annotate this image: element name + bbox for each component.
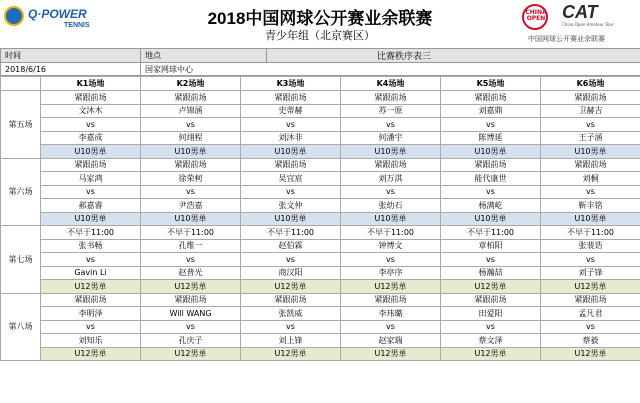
vs-cell: vs [41, 118, 141, 132]
table-row [1, 145, 640, 159]
table-row [1, 199, 640, 213]
event-cell: U10男单 [441, 212, 541, 226]
session-label: 第八场 [1, 293, 41, 361]
match-start-cell: 不早于11:00 [541, 226, 640, 240]
vs-cell: vs [41, 185, 141, 199]
event-cell: U12男单 [341, 280, 441, 294]
player-a-cell: 刘桐 [541, 172, 640, 186]
event-cell: U12男单 [41, 280, 141, 294]
match-start-cell: 紧跟前场 [441, 91, 541, 105]
table-row [1, 320, 640, 334]
player-a-cell: 张裴诰 [541, 239, 640, 253]
vs-cell: vs [541, 253, 640, 267]
player-b-cell: 尹浩嘉 [141, 199, 241, 213]
player-b-cell: 何潘宇 [341, 131, 441, 145]
player-a-cell: Will WANG [141, 307, 241, 321]
match-start-cell: 不早于11:00 [141, 226, 241, 240]
player-a-cell: 李明泽 [41, 307, 141, 321]
event-cell: U12男单 [541, 280, 640, 294]
court-header-row [1, 77, 640, 91]
player-a-cell: 徐荣柯 [141, 172, 241, 186]
table-row [1, 293, 640, 307]
player-a-cell: 苏一原 [341, 104, 441, 118]
vs-cell: vs [241, 185, 341, 199]
player-b-cell: 刘沐非 [241, 131, 341, 145]
table-row [1, 226, 640, 240]
player-a-cell: 孔维一 [141, 239, 241, 253]
match-start-cell: 紧跟前场 [241, 293, 341, 307]
event-cell: U12男单 [141, 347, 241, 361]
player-a-cell: 卢锦涵 [141, 104, 241, 118]
player-a-cell: 刘嘉鼎 [441, 104, 541, 118]
table-row [1, 266, 640, 280]
player-a-cell: 章柏阳 [441, 239, 541, 253]
court-header: K6场地 [541, 77, 640, 91]
player-b-cell: 孔庆子 [141, 334, 241, 348]
match-start-cell: 不早于11:00 [441, 226, 541, 240]
vs-cell: vs [41, 253, 141, 267]
match-start-cell: 紧跟前场 [441, 158, 541, 172]
date-value: 2018/6/16 [1, 63, 141, 76]
event-cell: U12男单 [241, 280, 341, 294]
event-cell: U10男单 [541, 145, 640, 159]
vs-cell: vs [141, 118, 241, 132]
player-b-cell: 赵普光 [141, 266, 241, 280]
match-start-cell: 紧跟前场 [541, 293, 640, 307]
player-a-cell: 钟博文 [341, 239, 441, 253]
match-start-cell: 紧跟前场 [241, 91, 341, 105]
table-row [1, 347, 640, 361]
player-b-cell: 蔡文泽 [441, 334, 541, 348]
table-row [1, 131, 640, 145]
match-start-cell: 紧跟前场 [541, 158, 640, 172]
cat-logo-text: CAT [562, 2, 598, 22]
meta-table [0, 48, 640, 76]
table-row [1, 91, 640, 105]
court-header: K3场地 [241, 77, 341, 91]
player-b-cell: 王子涵 [541, 131, 640, 145]
vs-cell: vs [41, 320, 141, 334]
match-start-cell: 紧跟前场 [141, 293, 241, 307]
table-row [1, 280, 640, 294]
session-label: 第六场 [1, 158, 41, 226]
table-row [1, 172, 640, 186]
vs-cell: vs [241, 253, 341, 267]
event-cell: U12男单 [41, 347, 141, 361]
vs-cell: vs [141, 185, 241, 199]
match-start-cell: 紧跟前场 [41, 158, 141, 172]
match-start-cell: 不早于11:00 [241, 226, 341, 240]
order-label: 比赛秩序表三 [267, 49, 640, 63]
vs-cell: vs [341, 118, 441, 132]
table-row [1, 158, 640, 172]
player-b-cell: 李亭序 [341, 266, 441, 280]
player-b-cell: 何翊程 [141, 131, 241, 145]
time-label: 时间 [1, 49, 141, 63]
vs-cell: vs [141, 320, 241, 334]
table-row [1, 334, 640, 348]
match-start-cell: 紧跟前场 [341, 158, 441, 172]
event-cell: U12男单 [441, 347, 541, 361]
player-b-cell: 刘子锋 [541, 266, 640, 280]
court-header: K5场地 [441, 77, 541, 91]
cat-logo-small: China Open Amateur Tour [562, 22, 614, 27]
china-open-text: CHINA OPEN [525, 9, 547, 22]
match-start-cell: 紧跟前场 [341, 293, 441, 307]
player-b-cell: Gavin Li [41, 266, 141, 280]
player-b-cell: 蔡毅 [541, 334, 640, 348]
vs-cell: vs [341, 320, 441, 334]
player-b-cell: 张幼石 [341, 199, 441, 213]
table-row [1, 118, 640, 132]
logo-left-text: Q·POWER [28, 7, 87, 21]
court-header: K2场地 [141, 77, 241, 91]
vs-cell: vs [241, 320, 341, 334]
event-cell: U12男单 [441, 280, 541, 294]
player-a-cell: 卫赫吉 [541, 104, 640, 118]
player-a-cell: 张凯威 [241, 307, 341, 321]
vs-cell: vs [141, 253, 241, 267]
player-b-cell: 刘知乐 [41, 334, 141, 348]
match-start-cell: 紧跟前场 [241, 158, 341, 172]
match-start-cell: 紧跟前场 [441, 293, 541, 307]
event-cell: U10男单 [141, 212, 241, 226]
table-row [1, 185, 640, 199]
match-start-cell: 不早于11:00 [41, 226, 141, 240]
schedule-table [0, 76, 640, 361]
player-a-cell: 能代康世 [441, 172, 541, 186]
vs-cell: vs [541, 118, 640, 132]
session-label: 第七场 [1, 226, 41, 294]
event-cell: U12男单 [541, 347, 640, 361]
player-b-cell: 李嘉成 [41, 131, 141, 145]
player-b-cell: 郝嘉睿 [41, 199, 141, 213]
event-cell: U10男单 [41, 212, 141, 226]
player-b-cell: 张文仲 [241, 199, 341, 213]
event-cell: U10男单 [441, 145, 541, 159]
china-open-cat-logo [522, 2, 634, 46]
venue-value: 国家网球中心 [141, 63, 640, 76]
table-row [1, 239, 640, 253]
player-a-cell: 马家鸿 [41, 172, 141, 186]
event-cell: U10男单 [41, 145, 141, 159]
table-row [1, 212, 640, 226]
match-start-cell: 紧跟前场 [41, 293, 141, 307]
page-header [0, 0, 640, 48]
player-b-cell: 刘上锋 [241, 334, 341, 348]
vs-cell: vs [541, 320, 640, 334]
table-row [1, 253, 640, 267]
cat-logo-cn: 中国网球公开赛业余联赛 [528, 35, 605, 43]
player-b-cell: 赵家瑞 [341, 334, 441, 348]
event-cell: U12男单 [241, 347, 341, 361]
page-subtitle: 青少年组（北京赛区） [265, 29, 375, 42]
event-cell: U12男单 [341, 347, 441, 361]
player-b-cell: 杨瀚喆 [441, 266, 541, 280]
player-b-cell: 靳丰铭 [541, 199, 640, 213]
match-start-cell: 紧跟前场 [141, 158, 241, 172]
player-a-cell: 张书畅 [41, 239, 141, 253]
table-row [1, 307, 640, 321]
event-cell: U10男单 [341, 145, 441, 159]
match-start-cell: 紧跟前场 [41, 91, 141, 105]
page-title: 2018中国网球公开赛业余联赛 [207, 9, 433, 28]
event-cell: U10男单 [541, 212, 640, 226]
vs-cell: vs [441, 118, 541, 132]
vs-cell: vs [341, 185, 441, 199]
player-a-cell: 田爱阳 [441, 307, 541, 321]
vs-cell: vs [541, 185, 640, 199]
vs-cell: vs [441, 185, 541, 199]
vs-cell: vs [441, 253, 541, 267]
player-a-cell: 吴宜宸 [241, 172, 341, 186]
match-start-cell: 紧跟前场 [341, 91, 441, 105]
event-cell: U10男单 [241, 145, 341, 159]
player-a-cell: 赵伯霖 [241, 239, 341, 253]
session-label: 第五场 [1, 91, 41, 159]
player-b-cell: 陈博延 [441, 131, 541, 145]
logo-left-sub: TENNIS [64, 22, 90, 29]
player-a-cell: 孟凡君 [541, 307, 640, 321]
player-a-cell: 李玮璐 [341, 307, 441, 321]
event-cell: U10男单 [241, 212, 341, 226]
court-header: K4场地 [341, 77, 441, 91]
event-cell: U12男单 [141, 280, 241, 294]
match-start-cell: 不早于11:00 [341, 226, 441, 240]
player-a-cell: 文沐木 [41, 104, 141, 118]
player-b-cell: 杨满屹 [441, 199, 541, 213]
vs-cell: vs [441, 320, 541, 334]
corner-cell [1, 77, 41, 91]
player-a-cell: 史蒂赫 [241, 104, 341, 118]
court-header: K1场地 [41, 77, 141, 91]
vs-cell: vs [341, 253, 441, 267]
table-row [1, 104, 640, 118]
event-cell: U10男单 [341, 212, 441, 226]
event-cell: U10男单 [141, 145, 241, 159]
player-b-cell: 商汉阳 [241, 266, 341, 280]
place-label: 地点 [141, 49, 267, 63]
match-start-cell: 紧跟前场 [141, 91, 241, 105]
match-start-cell: 紧跟前场 [541, 91, 640, 105]
player-a-cell: 刘万淇 [341, 172, 441, 186]
vs-cell: vs [241, 118, 341, 132]
